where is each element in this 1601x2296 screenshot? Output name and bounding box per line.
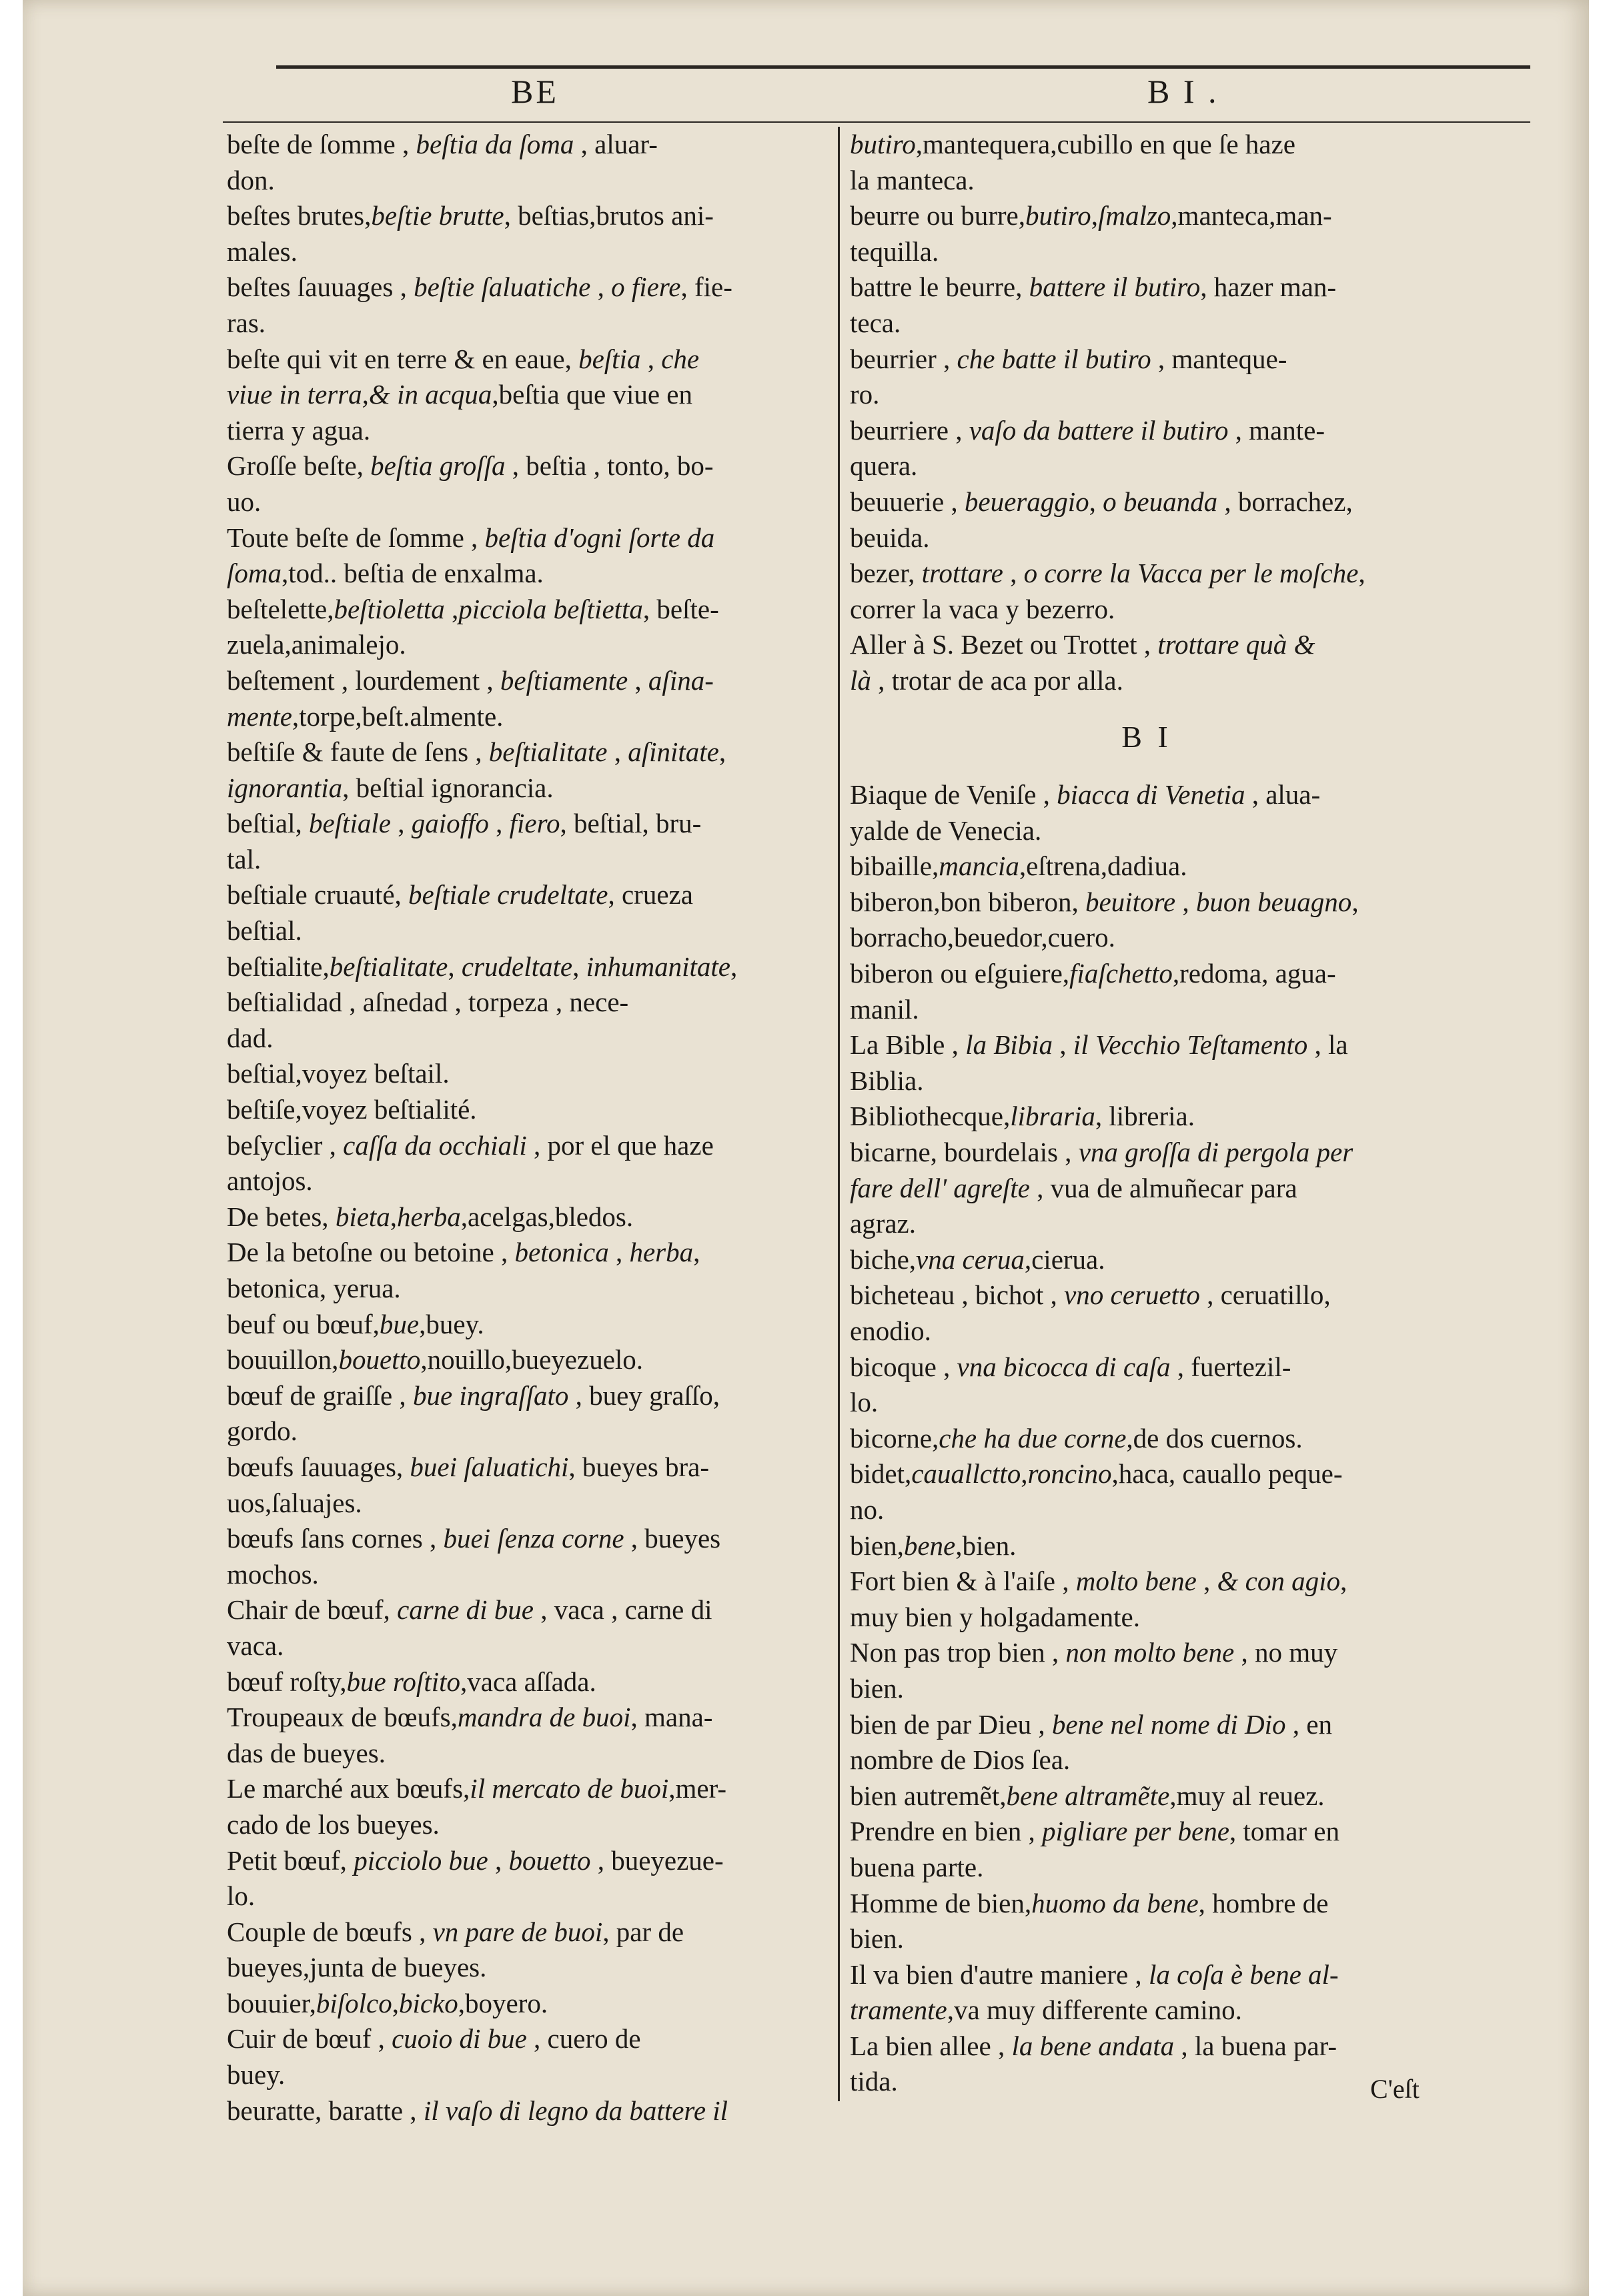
entry-line: beſtes brutes,beſtie brutte, beſtias,brutos ani- bbox=[227, 200, 714, 231]
dictionary-entry bbox=[227, 1771, 821, 1842]
dictionary-entry bbox=[227, 127, 821, 198]
entry-line: borracho,beuedor,cuero. bbox=[850, 922, 1115, 953]
entry-line: bœufs ſauuages, buei ſaluatichi, bueyes bra- bbox=[227, 1451, 710, 1482]
entry-line: beſte de ſomme , beſtia da ſoma , aluar- bbox=[227, 129, 658, 159]
entry-line: don. bbox=[227, 164, 275, 195]
entry-line: lo. bbox=[227, 1880, 255, 1912]
entry-line: viue in terra,& in acqua,beſtia que viue en bbox=[227, 379, 692, 410]
dictionary-entry bbox=[850, 1421, 1444, 1457]
entry-line: vaca. bbox=[227, 1630, 284, 1661]
entry-line: Chair de bœuf, carne di bue , vaca , carne di bbox=[227, 1594, 712, 1626]
entry-line: beurrier , che batte il butiro , manteque- bbox=[850, 343, 1287, 374]
entry-line: Toute beſte de ſomme , beſtia d'ogni ſorte da bbox=[227, 522, 715, 553]
dictionary-entry bbox=[227, 1092, 821, 1128]
entry-line: bicheteau , bichot , vno ceruetto , ceruatillo, bbox=[850, 1279, 1331, 1311]
entry-line: Biaque de Veniſe , biacca di Venetia , alua- bbox=[850, 779, 1321, 810]
dictionary-entry bbox=[850, 1528, 1444, 1564]
dictionary-entry bbox=[850, 1135, 1444, 1242]
entry-line: De la betoſne ou betoine , betonica , herba, bbox=[227, 1237, 700, 1268]
dictionary-entry bbox=[227, 198, 821, 269]
entry-line: beſtiale cruauté, beſtiale crudeltate, crueza bbox=[227, 879, 693, 911]
dictionary-entry bbox=[227, 520, 821, 592]
entry-line: ſoma,tod.. beſtia de enxalma. bbox=[227, 558, 544, 589]
dictionary-entry bbox=[227, 269, 821, 341]
entry-line: beuratte, baratte , il vaſo di legno da battere il bbox=[227, 2095, 728, 2126]
running-head-right: B I . bbox=[1147, 73, 1219, 110]
entry-line: bien. bbox=[850, 1672, 904, 1704]
entry-line: betonica, yerua. bbox=[227, 1273, 401, 1303]
entry-line: tramente,va muy differente camino. bbox=[850, 1994, 1242, 2026]
dictionary-entry bbox=[850, 556, 1444, 627]
entry-line: biberon ou eſguiere,fiaſchetto,redoma, agua- bbox=[850, 958, 1336, 989]
entry-line: beſte qui vit en terre & en eaue, beſtia , che bbox=[227, 343, 700, 374]
dictionary-entry bbox=[850, 1635, 1444, 1706]
entry-line: yalde de Venecia. bbox=[850, 814, 1042, 846]
running-head-left: BE bbox=[511, 73, 559, 110]
entry-line: biberon,bon biberon, beuitore , buon beuagno, bbox=[850, 886, 1359, 917]
dictionary-entry bbox=[227, 1664, 821, 1700]
dictionary-entry bbox=[227, 663, 821, 734]
dictionary-entry bbox=[227, 1235, 821, 1306]
dictionary-entry bbox=[850, 1456, 1444, 1528]
entry-line: bien de par Dieu , bene nel nome di Dio , en bbox=[850, 1708, 1332, 1740]
entry-line: ras. bbox=[227, 307, 266, 338]
entry-line: Bibliothecque,libraria, libreria. bbox=[850, 1101, 1195, 1132]
entry-line: là , trotar de aca por alla. bbox=[850, 664, 1123, 696]
entry-line: buey. bbox=[227, 2059, 286, 2091]
entry-line: no. bbox=[850, 1494, 885, 1525]
entry-line: bien. bbox=[850, 1923, 904, 1954]
entry-line: beſtiſe & faute de ſens , beſtialitate , aſinitate, bbox=[227, 736, 726, 768]
dictionary-entry bbox=[850, 1349, 1444, 1421]
entry-line: butiro,mantequera,cubillo en que ſe haze bbox=[850, 129, 1295, 159]
entry-line: agraz. bbox=[850, 1208, 916, 1239]
dictionary-entry bbox=[850, 1814, 1444, 1885]
entry-line: ro. bbox=[850, 379, 880, 410]
dictionary-entry bbox=[227, 1592, 821, 1664]
entry-line: Biblia. bbox=[850, 1065, 924, 1096]
dictionary-entry bbox=[850, 1242, 1444, 1278]
dictionary-entry bbox=[227, 2093, 821, 2129]
entry-line: bœuf roſty,bue roſtito,vaca aſſada. bbox=[227, 1666, 596, 1697]
entry-line: Il va bien d'autre maniere , la coſa è bene al- bbox=[850, 1958, 1339, 1990]
entry-line: uos,ſaluajes. bbox=[227, 1487, 362, 1518]
entry-line: beſyclier , caſſa da occhiali , por el que haze bbox=[227, 1129, 714, 1161]
entry-line: bœufs ſans cornes , buei ſenza corne , bueyes bbox=[227, 1523, 721, 1554]
entry-line: bicoque , vna bicocca di caſa , fuertezil- bbox=[850, 1351, 1291, 1382]
entry-line: zuela,animalejo. bbox=[227, 629, 406, 660]
dictionary-entry bbox=[227, 1128, 821, 1199]
entry-line: bien,bene,bien. bbox=[850, 1530, 1017, 1561]
entry-line: das de bueyes. bbox=[227, 1737, 386, 1768]
dictionary-entry bbox=[227, 1450, 821, 1521]
entry-line: fare dell' agreſte , vua de almuñecar para bbox=[850, 1172, 1297, 1203]
column-divider bbox=[838, 127, 840, 2101]
left-column bbox=[227, 127, 821, 2129]
dictionary-entry bbox=[227, 734, 821, 806]
dictionary-entry bbox=[850, 1957, 1444, 2029]
dictionary-entry bbox=[850, 198, 1444, 269]
dictionary-entry bbox=[227, 1056, 821, 1092]
dictionary-entry bbox=[227, 1342, 821, 1378]
entry-line: La Bible , la Bibia , il Vecchio Teſtamento , la bbox=[850, 1029, 1348, 1061]
dictionary-entry bbox=[850, 127, 1444, 198]
entry-line: bœuf de graiſſe , bue ingraſſato , buey graſſo, bbox=[227, 1379, 720, 1411]
entry-line: beſtialite,beſtialitate, crudeltate, inhumanitate, bbox=[227, 951, 738, 982]
entry-line: tequilla. bbox=[850, 235, 939, 267]
entry-line: manil. bbox=[850, 993, 919, 1025]
right-column bbox=[850, 127, 1444, 2100]
entry-line: Le marché aux bœufs,il mercato de buoi,mer- bbox=[227, 1773, 727, 1804]
entry-line: battre le beurre, battere il butiro, hazer man- bbox=[850, 271, 1336, 303]
entry-line: beſtial,voyez beſtail. bbox=[227, 1058, 450, 1089]
entry-line: quera. bbox=[850, 450, 918, 482]
entry-line: buena parte. bbox=[850, 1851, 984, 1882]
entry-line: beſtialidad , aſnedad , torpeza , nece- bbox=[227, 987, 629, 1018]
entry-line: beuida. bbox=[850, 522, 930, 553]
dictionary-entry bbox=[850, 1277, 1444, 1349]
dictionary-entry bbox=[850, 413, 1444, 484]
entry-line: lo. bbox=[850, 1387, 879, 1418]
dictionary-entry bbox=[850, 1564, 1444, 1635]
entry-line: gordo. bbox=[227, 1415, 298, 1447]
entry-line: antojos. bbox=[227, 1165, 313, 1197]
entry-line: beſtelette,beſtioletta ,picciola beſtietta, beſte- bbox=[227, 593, 719, 624]
dictionary-entry bbox=[850, 848, 1444, 885]
dictionary-entry bbox=[227, 1307, 821, 1343]
entry-line: beſtes ſauuages , beſtie ſaluatiche , o fiere, fie- bbox=[227, 271, 732, 303]
entry-line: Aller à S. Bezet ou Trottet , trottare quà & bbox=[850, 629, 1315, 660]
dictionary-entry bbox=[850, 1027, 1444, 1099]
entry-line: tal. bbox=[227, 843, 261, 875]
entry-line: teca. bbox=[850, 307, 901, 338]
entry-line: Non pas trop bien , non molto bene , no muy bbox=[850, 1637, 1338, 1668]
catchword: C'eſt bbox=[1370, 2074, 1420, 2104]
entry-line: nombre de Dios ſea. bbox=[850, 1744, 1071, 1776]
entry-line: bouuillon,bouetto,nouillo,bueyezuelo. bbox=[227, 1344, 644, 1375]
entry-line: Fort bien & à l'aiſe , molto bene , & con agio, bbox=[850, 1566, 1348, 1597]
book-page bbox=[23, 0, 1589, 2296]
dictionary-entry bbox=[850, 885, 1444, 956]
dictionary-entry bbox=[227, 1378, 821, 1450]
entry-line: cado de los bueyes. bbox=[227, 1808, 440, 1840]
entry-line: bicarne, bourdelais , vna groſſa di pergola per bbox=[850, 1137, 1354, 1168]
right-column-entries-top bbox=[850, 127, 1444, 699]
entry-line: tida. bbox=[850, 2066, 898, 2097]
entry-line: ignorantia, beſtial ignorancia. bbox=[227, 772, 554, 803]
entry-line: bidet,cauallctto,roncino,haca, cauallo peque- bbox=[850, 1458, 1343, 1490]
right-column-entries-bottom bbox=[850, 777, 1444, 2100]
dictionary-entry bbox=[227, 1986, 821, 2022]
entry-line: beuuerie , beueraggio, o beuanda , borrachez, bbox=[850, 486, 1353, 517]
entry-line: bezer, trottare , o corre la Vacca per le moſche, bbox=[850, 558, 1366, 589]
entry-line: Cuir de bœuf , cuoio di bue , cuero de bbox=[227, 2023, 641, 2055]
header-rule-bottom bbox=[223, 121, 1530, 123]
dictionary-entry bbox=[850, 342, 1444, 413]
entry-line: muy bien y holgadamente. bbox=[850, 1601, 1140, 1632]
entry-line: Petit bœuf, picciolo bue , bouetto , bueyezue- bbox=[227, 1844, 724, 1876]
entry-line: beſtial, beſtiale , gaioffo , fiero, beſtial, bru- bbox=[227, 808, 702, 839]
dictionary-entry bbox=[227, 1700, 821, 1771]
dictionary-entry bbox=[227, 877, 821, 949]
entry-line: Couple de bœufs , vn pare de buoi, par de bbox=[227, 1916, 684, 1947]
entry-line: beurriere , vaſo da battere il butiro , mante- bbox=[850, 414, 1325, 446]
dictionary-entry bbox=[227, 2021, 821, 2093]
dictionary-entry bbox=[227, 448, 821, 520]
dictionary-entry bbox=[850, 777, 1444, 848]
dictionary-entry bbox=[850, 1778, 1444, 1814]
entry-line: enodio. bbox=[850, 1315, 931, 1346]
entry-line: la manteca. bbox=[850, 164, 975, 195]
dictionary-entry bbox=[227, 1843, 821, 1914]
entry-line: correr la vaca y bezerro. bbox=[850, 593, 1115, 624]
dictionary-entry bbox=[850, 1886, 1444, 1957]
entry-line: Troupeaux de bœufs,mandra de buoi, mana- bbox=[227, 1702, 713, 1733]
entry-line: beſtement , lourdement , beſtiamente , aſina- bbox=[227, 664, 714, 696]
dictionary-entry bbox=[850, 269, 1444, 341]
entry-line: tierra y agua. bbox=[227, 414, 371, 446]
entry-line: La bien allee , la bene andata , la buena par- bbox=[850, 2030, 1338, 2061]
entry-line: mochos. bbox=[227, 1558, 319, 1590]
dictionary-entry bbox=[227, 342, 821, 449]
entry-line: bueyes,junta de bueyes. bbox=[227, 1952, 487, 1983]
dictionary-entry bbox=[850, 484, 1444, 556]
entry-line: Groſſe beſte, beſtia groſſa , beſtia , tonto, bo- bbox=[227, 450, 714, 482]
entry-line: bien autremẽt,bene altramẽte,muy al reuez. bbox=[850, 1780, 1325, 1811]
section-heading: B I bbox=[1121, 719, 1172, 754]
header-rule-top bbox=[276, 65, 1530, 69]
entry-line: biche,vna cerua,cierua. bbox=[850, 1243, 1105, 1275]
entry-line: De betes, bieta,herba,acelgas,bledos. bbox=[227, 1201, 634, 1232]
entry-line: beuf ou bœuf,bue,buey. bbox=[227, 1308, 484, 1339]
dictionary-entry bbox=[227, 806, 821, 877]
dictionary-entry bbox=[850, 627, 1444, 698]
entry-line: beſtiſe,voyez beſtialité. bbox=[227, 1094, 477, 1125]
entry-line: males. bbox=[227, 235, 298, 267]
dictionary-entry bbox=[850, 956, 1444, 1027]
entry-line: Prendre en bien , pigliare per bene, tomar en bbox=[850, 1816, 1340, 1847]
entry-line: mente,torpe,beſt.almente. bbox=[227, 700, 504, 732]
entry-line: Homme de bien,huomo da bene, hombre de bbox=[850, 1887, 1329, 1918]
dictionary-entry bbox=[227, 1199, 821, 1235]
entry-line: beurre ou burre,butiro,ſmalzo,manteca,man- bbox=[850, 200, 1332, 231]
entry-line: bicorne,che ha due corne,de dos cuernos. bbox=[850, 1422, 1303, 1454]
dictionary-entry bbox=[850, 1707, 1444, 1778]
dictionary-entry bbox=[227, 949, 821, 1057]
dictionary-entry bbox=[850, 2029, 1444, 2100]
entry-line: uo. bbox=[227, 486, 261, 517]
dictionary-entry bbox=[227, 592, 821, 663]
dictionary-entry bbox=[227, 1914, 821, 1986]
dictionary-entry bbox=[850, 1099, 1444, 1135]
entry-line: bouuier,biſolco,bicko,boyero. bbox=[227, 1987, 548, 2019]
dictionary-entry bbox=[227, 1521, 821, 1592]
entry-line: beſtial. bbox=[227, 915, 302, 947]
entry-line: dad. bbox=[227, 1022, 274, 1053]
entry-line: bibaille,mancia,eſtrena,dadiua. bbox=[850, 850, 1187, 882]
